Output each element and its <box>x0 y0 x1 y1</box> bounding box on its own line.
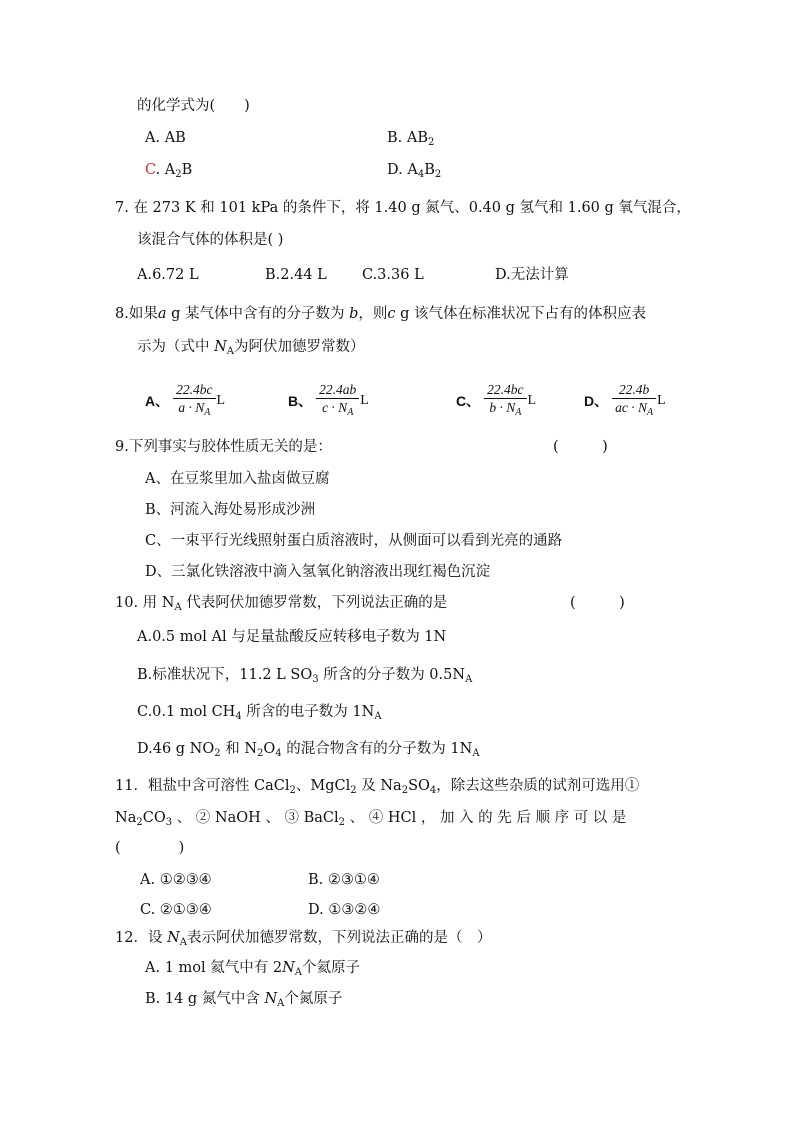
q7-option-d: D.无法计算 <box>495 267 569 283</box>
q10-option-a: A.0.5 mol Al 与足量盐酸反应转移电子数为 1N <box>137 629 447 645</box>
q6-option-d: D. $A_4B_2$ <box>387 162 442 180</box>
q10-answer-paren: ( ) <box>570 595 625 611</box>
q10-stem: 10. 用 $N_A$ 代表阿伏加德罗常数，下列说法正确的是 <box>115 595 448 613</box>
q8-option-b: B、 $\frac{22.4ab}{c \cdot N_A}$ L <box>288 382 369 418</box>
q6-option-b: B. $AB_2$ <box>387 130 435 148</box>
q11-option-a: A. ①②③④ <box>140 872 212 888</box>
q6-option-c: C. $A_2B$ <box>145 162 193 180</box>
q8-stem-line2: 示为（式中 $N_A$为阿伏加德罗常数） <box>137 339 365 357</box>
q7-option-a: A.6.72 L <box>137 267 199 283</box>
q8-stem-line1: 8.如果a g 某气体中含有的分子数为 b，则c g 该气体在标准状况下占有的体积应表 <box>115 306 647 322</box>
q7-stem-line1: 7. 在 273 K 和 101 kPa 的条件下，将 1.40 g 氮气、0.40 g 氢气和 1.60 g 氧气混合， <box>115 200 691 216</box>
q8-option-a: A、 $\frac{22.4bc}{a \cdot N_A}$ L <box>145 382 226 418</box>
q9-option-d: D、三氯化铁溶液中滴入氢氧化钠溶液出现红褐色沉淀 <box>145 564 491 580</box>
q8-option-c: C、 $\frac{22.4bc}{b \cdot N_A}$ L <box>456 382 537 418</box>
q9-option-a: A、在豆浆里加入盐卤做豆腐 <box>145 471 330 487</box>
q11-stem-line2: $Na_2CO_3$ 、 ② NaOH 、 ③ BaCl$_2$ 、 ④ HCl ， 加 入 的 先 后 顺 序 可 以 是 <box>115 810 627 828</box>
q7-option-c: C.3.36 L <box>362 267 424 283</box>
q7-stem-line2: 该混合气体的体积是( ) <box>137 232 284 248</box>
q9-option-b: B、河流入海处易形成沙洲 <box>145 502 316 518</box>
q9-stem: 9.下列事实与胶体性质无关的是： <box>115 439 332 455</box>
q6-continuation: 的化学式为( ) <box>137 98 250 114</box>
q6-option-a: A. AB <box>145 130 186 146</box>
q11-stem-line1: 11．粗盐中含可溶性 CaCl$_2$、MgCl$_2$ 及 $Na_2SO_4$，除去这些杂质的试剂可选用① <box>115 778 640 796</box>
q12-stem: 12．设 $N_A$表示阿伏加德罗常数，下列说法正确的是（ ） <box>115 930 492 948</box>
q12-option-b: B. 14 g 氮气中含 $N_A$个氮原子 <box>145 991 343 1009</box>
q8-option-d: D、 $\frac{22.4b}{ac \cdot N_A}$ L <box>584 382 666 418</box>
q9-answer-paren: ( ) <box>553 439 608 455</box>
q10-option-c: C.0.1 mol $CH_4$ 所含的电子数为 $1N_A$ <box>137 704 382 722</box>
q10-option-b: B.标准状况下，11.2 L $SO_3$ 所含的分子数为 $0.5N_A$ <box>137 667 473 685</box>
q10-option-d: D.46 g $NO_2$ 和 $N_2O_4$ 的混合物含有的分子数为 $1N_A$ <box>137 741 480 759</box>
q11-answer-paren: ( ) <box>115 840 185 856</box>
q11-option-d: D. ①③②④ <box>308 902 381 918</box>
q11-option-b: B. ②③①④ <box>308 872 380 888</box>
q7-option-b: B.2.44 L <box>265 267 327 283</box>
q12-option-a: A. 1 mol 氦气中有 $2N_A$个氦原子 <box>145 960 361 978</box>
q9-option-c: C、一束平行光线照射蛋白质溶液时，从侧面可以看到光亮的通路 <box>145 533 563 549</box>
q11-option-c: C. ②①③④ <box>140 902 212 918</box>
